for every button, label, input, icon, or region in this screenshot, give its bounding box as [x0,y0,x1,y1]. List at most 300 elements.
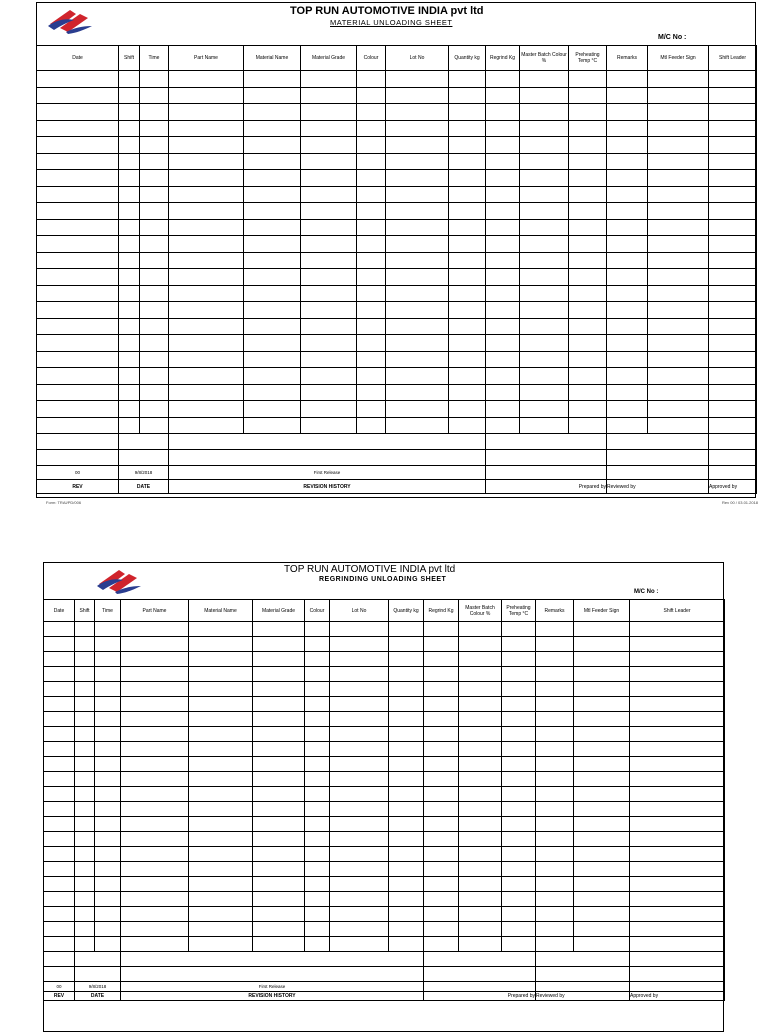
table-cell[interactable] [95,697,121,712]
table-cell[interactable] [502,682,536,697]
table-cell[interactable] [502,757,536,772]
table-cell[interactable] [37,170,119,187]
table-cell[interactable] [357,203,386,220]
table-cell[interactable] [607,269,648,286]
table-cell[interactable] [449,87,486,104]
table-cell[interactable] [253,892,305,907]
table-cell[interactable] [253,742,305,757]
table-cell[interactable] [574,907,630,922]
table-cell[interactable] [253,772,305,787]
table-cell[interactable] [37,384,119,401]
table-cell[interactable] [44,652,75,667]
table-cell[interactable] [502,622,536,637]
table-cell[interactable] [630,922,725,937]
table-cell[interactable] [37,252,119,269]
table-cell[interactable] [536,772,574,787]
table-cell[interactable] [648,186,709,203]
table-cell[interactable] [140,186,169,203]
table-cell[interactable] [520,368,569,385]
table-cell[interactable] [37,153,119,170]
table-cell[interactable] [574,622,630,637]
table-cell[interactable] [424,742,459,757]
table-cell[interactable] [520,137,569,154]
table-cell[interactable] [630,862,725,877]
table-cell[interactable] [189,862,253,877]
table-cell[interactable] [119,186,140,203]
table-cell[interactable] [189,817,253,832]
table-cell[interactable] [630,937,725,952]
table-cell[interactable] [121,697,189,712]
table-cell[interactable] [630,682,725,697]
table-cell[interactable] [459,667,502,682]
table-cell[interactable] [709,104,757,121]
table-cell[interactable] [630,817,725,832]
table-cell[interactable] [189,652,253,667]
table-cell[interactable] [459,937,502,952]
table-cell[interactable] [424,697,459,712]
table-cell[interactable] [502,907,536,922]
table-cell[interactable] [709,203,757,220]
table-cell[interactable] [75,847,95,862]
footer-cell[interactable] [486,434,607,450]
table-cell[interactable] [386,252,449,269]
table-cell[interactable] [630,637,725,652]
table-cell[interactable] [502,817,536,832]
table-cell[interactable] [630,772,725,787]
table-cell[interactable] [386,351,449,368]
table-cell[interactable] [121,637,189,652]
table-cell[interactable] [709,120,757,137]
table-cell[interactable] [648,368,709,385]
table-cell[interactable] [44,757,75,772]
table-cell[interactable] [709,401,757,418]
table-cell[interactable] [301,137,357,154]
table-cell[interactable] [253,622,305,637]
table-cell[interactable] [169,236,244,253]
table-cell[interactable] [253,667,305,682]
table-cell[interactable] [121,652,189,667]
table-cell[interactable] [357,137,386,154]
table-cell[interactable] [520,104,569,121]
table-cell[interactable] [121,877,189,892]
table-cell[interactable] [459,712,502,727]
table-cell[interactable] [37,318,119,335]
table-cell[interactable] [121,712,189,727]
table-cell[interactable] [459,742,502,757]
table-cell[interactable] [44,802,75,817]
table-cell[interactable] [330,922,389,937]
table-cell[interactable] [607,368,648,385]
table-cell[interactable] [607,170,648,187]
table-cell[interactable] [357,351,386,368]
table-cell[interactable] [459,697,502,712]
table-cell[interactable] [75,772,95,787]
table-cell[interactable] [449,153,486,170]
table-cell[interactable] [486,335,520,352]
table-cell[interactable] [574,922,630,937]
table-cell[interactable] [253,922,305,937]
table-cell[interactable] [169,252,244,269]
table-cell[interactable] [253,817,305,832]
table-cell[interactable] [630,832,725,847]
table-cell[interactable] [386,417,449,434]
table-cell[interactable] [574,667,630,682]
table-cell[interactable] [330,622,389,637]
table-cell[interactable] [189,622,253,637]
table-cell[interactable] [424,682,459,697]
table-cell[interactable] [244,401,301,418]
table-cell[interactable] [424,802,459,817]
table-cell[interactable] [459,892,502,907]
table-cell[interactable] [140,351,169,368]
table-cell[interactable] [386,318,449,335]
table-cell[interactable] [37,87,119,104]
table-cell[interactable] [574,772,630,787]
table-cell[interactable] [574,712,630,727]
table-cell[interactable] [75,862,95,877]
table-cell[interactable] [502,787,536,802]
table-cell[interactable] [574,802,630,817]
table-cell[interactable] [607,87,648,104]
table-cell[interactable] [709,335,757,352]
table-cell[interactable] [357,236,386,253]
table-cell[interactable] [449,368,486,385]
table-cell[interactable] [189,727,253,742]
table-cell[interactable] [37,417,119,434]
table-cell[interactable] [330,772,389,787]
table-cell[interactable] [305,727,330,742]
table-cell[interactable] [648,87,709,104]
table-cell[interactable] [121,847,189,862]
table-cell[interactable] [244,153,301,170]
table-cell[interactable] [169,335,244,352]
table-cell[interactable] [630,892,725,907]
table-cell[interactable] [709,417,757,434]
table-cell[interactable] [301,335,357,352]
table-cell[interactable] [357,335,386,352]
table-cell[interactable] [574,817,630,832]
table-cell[interactable] [75,877,95,892]
table-cell[interactable] [44,877,75,892]
table-cell[interactable] [630,622,725,637]
table-cell[interactable] [305,937,330,952]
table-cell[interactable] [95,712,121,727]
table-cell[interactable] [140,71,169,88]
table-cell[interactable] [486,87,520,104]
table-cell[interactable] [486,368,520,385]
table-cell[interactable] [574,832,630,847]
table-cell[interactable] [37,335,119,352]
table-cell[interactable] [357,186,386,203]
table-cell[interactable] [607,335,648,352]
table-cell[interactable] [569,186,607,203]
table-cell[interactable] [169,285,244,302]
table-cell[interactable] [424,847,459,862]
table-cell[interactable] [95,742,121,757]
table-cell[interactable] [357,71,386,88]
table-cell[interactable] [357,417,386,434]
table-cell[interactable] [502,727,536,742]
table-cell[interactable] [424,622,459,637]
table-cell[interactable] [607,120,648,137]
table-cell[interactable] [459,727,502,742]
table-cell[interactable] [305,622,330,637]
table-cell[interactable] [502,697,536,712]
table-cell[interactable] [44,697,75,712]
table-cell[interactable] [301,384,357,401]
table-cell[interactable] [424,637,459,652]
table-cell[interactable] [389,637,424,652]
table-cell[interactable] [389,727,424,742]
table-cell[interactable] [709,71,757,88]
table-cell[interactable] [330,937,389,952]
table-cell[interactable] [301,219,357,236]
table-cell[interactable] [486,285,520,302]
table-cell[interactable] [357,269,386,286]
table-cell[interactable] [140,137,169,154]
table-cell[interactable] [305,892,330,907]
table-cell[interactable] [37,186,119,203]
table-cell[interactable] [449,203,486,220]
table-cell[interactable] [520,384,569,401]
table-cell[interactable] [305,757,330,772]
table-cell[interactable] [502,892,536,907]
footer-cell[interactable] [607,450,709,466]
table-cell[interactable] [357,401,386,418]
table-cell[interactable] [536,682,574,697]
table-cell[interactable] [330,787,389,802]
table-cell[interactable] [75,832,95,847]
footer-cell[interactable] [709,450,757,466]
table-cell[interactable] [244,335,301,352]
table-cell[interactable] [244,269,301,286]
table-cell[interactable] [189,937,253,952]
table-cell[interactable] [189,832,253,847]
table-cell[interactable] [121,922,189,937]
table-cell[interactable] [44,847,75,862]
table-cell[interactable] [119,236,140,253]
table-cell[interactable] [386,153,449,170]
table-cell[interactable] [44,817,75,832]
table-cell[interactable] [648,285,709,302]
table-cell[interactable] [536,847,574,862]
table-cell[interactable] [75,682,95,697]
table-cell[interactable] [119,417,140,434]
table-cell[interactable] [95,757,121,772]
table-cell[interactable] [253,757,305,772]
table-cell[interactable] [502,742,536,757]
table-cell[interactable] [330,817,389,832]
table-cell[interactable] [119,71,140,88]
table-cell[interactable] [169,302,244,319]
table-cell[interactable] [459,772,502,787]
table-cell[interactable] [119,137,140,154]
table-cell[interactable] [330,727,389,742]
table-cell[interactable] [244,87,301,104]
table-cell[interactable] [502,922,536,937]
table-cell[interactable] [502,937,536,952]
table-cell[interactable] [305,652,330,667]
table-cell[interactable] [121,802,189,817]
table-cell[interactable] [301,186,357,203]
table-cell[interactable] [449,417,486,434]
table-cell[interactable] [121,787,189,802]
table-cell[interactable] [569,335,607,352]
table-cell[interactable] [459,832,502,847]
table-cell[interactable] [449,335,486,352]
table-cell[interactable] [44,622,75,637]
table-cell[interactable] [486,318,520,335]
table-cell[interactable] [95,682,121,697]
table-cell[interactable] [253,787,305,802]
table-cell[interactable] [95,862,121,877]
table-cell[interactable] [95,817,121,832]
table-cell[interactable] [169,137,244,154]
table-cell[interactable] [536,892,574,907]
table-cell[interactable] [569,401,607,418]
footer-cell[interactable] [119,450,169,466]
table-cell[interactable] [244,351,301,368]
table-cell[interactable] [389,892,424,907]
table-cell[interactable] [357,285,386,302]
table-cell[interactable] [169,384,244,401]
table-cell[interactable] [607,417,648,434]
table-cell[interactable] [648,335,709,352]
table-cell[interactable] [119,120,140,137]
table-cell[interactable] [121,817,189,832]
table-cell[interactable] [357,384,386,401]
table-cell[interactable] [569,269,607,286]
table-cell[interactable] [330,652,389,667]
table-cell[interactable] [330,847,389,862]
table-cell[interactable] [95,922,121,937]
table-cell[interactable] [357,252,386,269]
table-cell[interactable] [244,318,301,335]
table-cell[interactable] [449,318,486,335]
table-cell[interactable] [169,219,244,236]
table-cell[interactable] [119,384,140,401]
table-cell[interactable] [119,170,140,187]
footer-cell[interactable] [424,967,536,982]
table-cell[interactable] [44,937,75,952]
table-cell[interactable] [305,787,330,802]
table-cell[interactable] [37,368,119,385]
table-cell[interactable] [305,637,330,652]
table-cell[interactable] [330,682,389,697]
table-cell[interactable] [301,203,357,220]
table-cell[interactable] [607,285,648,302]
table-cell[interactable] [569,252,607,269]
table-cell[interactable] [709,170,757,187]
table-cell[interactable] [119,203,140,220]
footer-cell[interactable] [709,434,757,450]
table-cell[interactable] [709,269,757,286]
table-cell[interactable] [574,862,630,877]
table-cell[interactable] [301,104,357,121]
table-cell[interactable] [305,832,330,847]
table-cell[interactable] [569,170,607,187]
table-cell[interactable] [389,622,424,637]
table-cell[interactable] [119,318,140,335]
table-cell[interactable] [520,87,569,104]
table-cell[interactable] [389,712,424,727]
table-cell[interactable] [189,742,253,757]
table-cell[interactable] [449,170,486,187]
table-cell[interactable] [630,847,725,862]
table-cell[interactable] [37,236,119,253]
table-cell[interactable] [75,787,95,802]
footer-cell[interactable] [536,952,630,967]
table-cell[interactable] [119,252,140,269]
table-cell[interactable] [44,862,75,877]
table-cell[interactable] [253,682,305,697]
table-cell[interactable] [140,401,169,418]
table-cell[interactable] [244,384,301,401]
footer-cell[interactable] [37,434,119,450]
table-cell[interactable] [75,802,95,817]
table-cell[interactable] [305,667,330,682]
table-cell[interactable] [449,351,486,368]
table-cell[interactable] [630,742,725,757]
table-cell[interactable] [459,787,502,802]
table-cell[interactable] [389,682,424,697]
table-cell[interactable] [386,104,449,121]
table-cell[interactable] [536,652,574,667]
table-cell[interactable] [536,742,574,757]
table-cell[interactable] [121,757,189,772]
table-cell[interactable] [389,877,424,892]
table-cell[interactable] [140,87,169,104]
table-cell[interactable] [648,236,709,253]
table-cell[interactable] [253,862,305,877]
table-cell[interactable] [486,186,520,203]
table-cell[interactable] [37,120,119,137]
table-cell[interactable] [502,832,536,847]
table-cell[interactable] [253,847,305,862]
table-cell[interactable] [119,269,140,286]
table-cell[interactable] [44,892,75,907]
table-cell[interactable] [121,892,189,907]
table-cell[interactable] [357,87,386,104]
table-cell[interactable] [607,401,648,418]
footer-cell[interactable] [121,952,424,967]
table-cell[interactable] [244,104,301,121]
table-cell[interactable] [357,153,386,170]
table-cell[interactable] [569,285,607,302]
table-cell[interactable] [709,351,757,368]
footer-cell[interactable] [119,434,169,450]
table-cell[interactable] [37,269,119,286]
table-cell[interactable] [502,877,536,892]
table-cell[interactable] [520,186,569,203]
table-cell[interactable] [607,186,648,203]
table-cell[interactable] [709,219,757,236]
table-cell[interactable] [169,351,244,368]
table-cell[interactable] [502,712,536,727]
table-cell[interactable] [44,922,75,937]
table-cell[interactable] [630,652,725,667]
table-cell[interactable] [95,892,121,907]
table-cell[interactable] [37,137,119,154]
table-cell[interactable] [574,757,630,772]
table-cell[interactable] [648,401,709,418]
table-cell[interactable] [648,318,709,335]
table-cell[interactable] [301,401,357,418]
table-cell[interactable] [330,637,389,652]
table-cell[interactable] [502,847,536,862]
table-cell[interactable] [95,937,121,952]
table-cell[interactable] [119,104,140,121]
